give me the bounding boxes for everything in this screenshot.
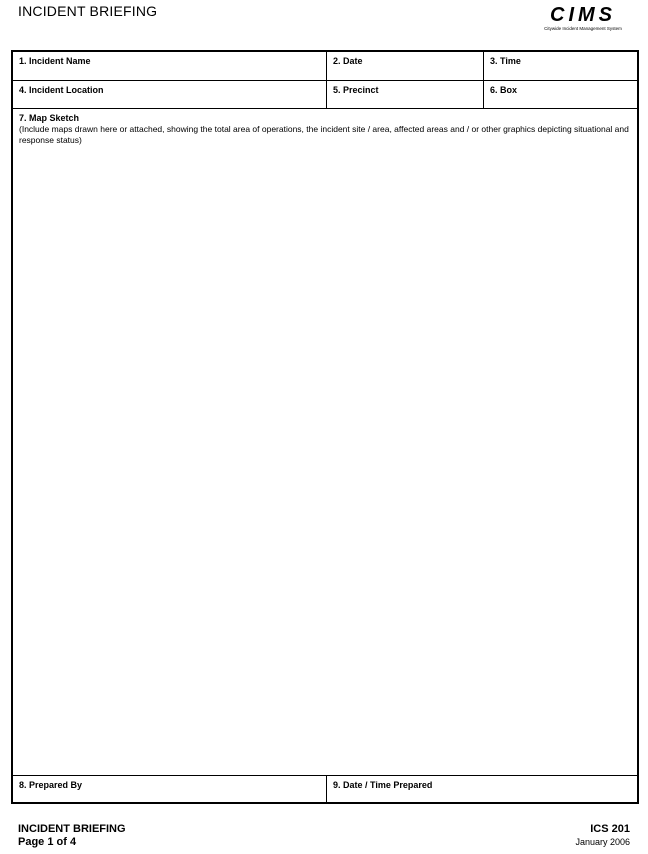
precinct-field[interactable] [327, 81, 484, 109]
incident-briefing-form [11, 50, 639, 804]
cims-logo-subtitle: Citywide Incident Management System [544, 26, 622, 31]
map-sketch-label: 7. Map Sketch [19, 113, 80, 123]
date-field[interactable] [327, 52, 484, 81]
page-number: Page 1 of 4 [18, 836, 77, 848]
date-label: 2. Date [333, 56, 363, 66]
cims-logo [538, 4, 628, 32]
prepared-by-label: 8. Prepared By [19, 780, 83, 790]
revision-date: January 2006 [575, 837, 630, 847]
prepared-by-field[interactable] [13, 776, 327, 802]
time-label: 3. Time [490, 56, 521, 66]
incident-location-field[interactable] [13, 81, 327, 109]
incident-name-label: 1. Incident Name [19, 56, 91, 66]
box-field[interactable] [484, 81, 637, 109]
precinct-label: 5. Precinct [333, 85, 379, 95]
date-time-prepared-label: 9. Date / Time Prepared [333, 780, 433, 790]
footer-left [18, 823, 126, 849]
footer-title: INCIDENT BRIEFING [18, 823, 126, 835]
footer-right [575, 823, 630, 849]
map-sketch-instructions: (Include maps drawn here or attached, showing the total area of operations, the incident site / area, affected areas and / or other graphics depicting situational and response status) [19, 124, 629, 145]
map-sketch-area[interactable] [13, 109, 637, 776]
incident-name-field[interactable] [13, 52, 327, 81]
date-time-prepared-field[interactable] [327, 776, 637, 802]
form-code: ICS 201 [590, 823, 630, 835]
form-title: INCIDENT BRIEFING [18, 3, 158, 19]
cims-logo-mark: CIMS [550, 4, 616, 26]
time-field[interactable] [484, 52, 637, 81]
box-label: 6. Box [490, 85, 518, 95]
incident-location-label: 4. Incident Location [19, 85, 104, 95]
